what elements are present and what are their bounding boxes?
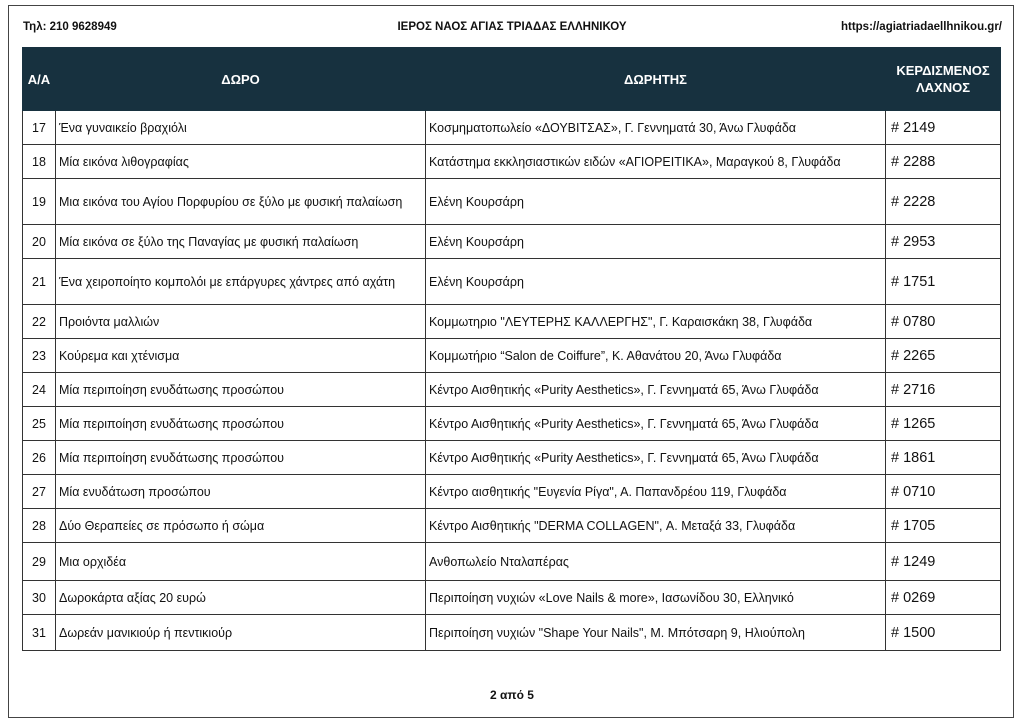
gift-cell: Δωροκάρτα αξίας 20 ευρώ [56, 581, 426, 615]
table-row [23, 111, 1001, 145]
gift-cell: Μία περιποίηση ενυδάτωσης προσώπου [56, 373, 426, 407]
donor-cell: Περιποίηση νυχιών «Love Nails & more», Ιασωνίδου 30, Ελληνικό [426, 581, 886, 615]
gift-cell: Μία ενυδάτωση προσώπου [56, 475, 426, 509]
gift-cell: Ένα χειροποίητο κομπολόι με επάργυρες χάντρες από αχάτη [56, 259, 426, 305]
winning-ticket-cell: # 2288 [886, 145, 1001, 179]
winning-ticket-cell: # 1265 [886, 407, 1001, 441]
winning-ticket-cell: # 1751 [886, 259, 1001, 305]
winning-ticket-cell: # 1861 [886, 441, 1001, 475]
website-url[interactable]: https://agiatriadaellhnikou.gr/ [840, 21, 1002, 33]
gift-cell: Μία εικόνα σε ξύλο της Παναγίας με φυσική παλαίωση [56, 225, 426, 259]
donor-cell: Κατάστημα εκκλησιαστικών ειδών «ΑΓΙΟΡΕΙΤΙΚΑ», Μαραγκού 8, Γλυφάδα [426, 145, 886, 179]
table-row [23, 407, 1001, 441]
winning-ticket-cell: # 2716 [886, 373, 1001, 407]
table-row [23, 441, 1001, 475]
table-row [23, 543, 1001, 581]
table-row [23, 259, 1001, 305]
donor-cell: Περιποίηση νυχιών "Shape Your Nails", Μ. Μπότσαρη 9, Ηλιούπολη [426, 615, 886, 651]
row-number: 25 [23, 407, 56, 441]
table-row [23, 145, 1001, 179]
winning-ticket-cell: # 2953 [886, 225, 1001, 259]
donor-cell: Κέντρο Αισθητικής «Purity Aesthetics», Γ. Γεννηματά 65, Άνω Γλυφάδα [426, 407, 886, 441]
gifts-table [22, 47, 1001, 651]
column-header-gift: ΔΩΡΟ [56, 48, 426, 111]
row-number: 26 [23, 441, 56, 475]
column-header-number: Α/Α [23, 48, 56, 111]
donor-cell: Ελένη Κουρσάρη [426, 179, 886, 225]
donor-cell: Κέντρο Αισθητικής «Purity Aesthetics», Γ. Γεννηματά 65, Άνω Γλυφάδα [426, 441, 886, 475]
row-number: 31 [23, 615, 56, 651]
table-row [23, 475, 1001, 509]
winning-ticket-cell: # 0780 [886, 305, 1001, 339]
column-header-donor: ΔΩΡΗΤΗΣ [426, 48, 886, 111]
gift-cell: Μια ορχιδέα [56, 543, 426, 581]
row-number: 20 [23, 225, 56, 259]
table-row [23, 305, 1001, 339]
donor-cell: Κομμωτήριο “Salon de Coiffure”, Κ. Αθανάτου 20, Άνω Γλυφάδα [426, 339, 886, 373]
winning-ticket-cell: # 1500 [886, 615, 1001, 651]
phone-number: Τηλ: 210 9628949 [23, 21, 117, 33]
table-row [23, 373, 1001, 407]
winning-ticket-cell: # 1249 [886, 543, 1001, 581]
donor-cell: Κέντρο Αισθητικής «Purity Aesthetics», Γ. Γεννηματά 65, Άνω Γλυφάδα [426, 373, 886, 407]
donor-cell: Κέντρο αισθητικής "Ευγενία Ρίγα", Α. Παπανδρέου 119, Γλυφάδα [426, 475, 886, 509]
gift-cell: Μια εικόνα του Αγίου Πορφυρίου σε ξύλο με φυσική παλαίωση [56, 179, 426, 225]
row-number: 24 [23, 373, 56, 407]
row-number: 27 [23, 475, 56, 509]
donor-cell: Ανθοπωλείο Νταλαπέρας [426, 543, 886, 581]
gift-cell: Μία περιποίηση ενυδάτωσης προσώπου [56, 407, 426, 441]
table-header-row [23, 48, 1001, 111]
winning-ticket-cell: # 2149 [886, 111, 1001, 145]
winning-ticket-cell: # 1705 [886, 509, 1001, 543]
row-number: 28 [23, 509, 56, 543]
winning-ticket-cell: # 2228 [886, 179, 1001, 225]
gift-cell: Προιόντα μαλλιών [56, 305, 426, 339]
gift-cell: Μία εικόνα λιθογραφίας [56, 145, 426, 179]
page-title: ΙΕΡΟΣ ΝΑΟΣ ΑΓΙΑΣ ΤΡΙΑΔΑΣ ΕΛΛΗΝΙΚΟΥ [397, 21, 627, 33]
donor-cell: Ελένη Κουρσάρη [426, 259, 886, 305]
gift-cell: Μία περιποίηση ενυδάτωσης προσώπου [56, 441, 426, 475]
table-row [23, 509, 1001, 543]
gift-cell: Δωρεάν μανικιούρ ή πεντικιούρ [56, 615, 426, 651]
winning-ticket-cell: # 0710 [886, 475, 1001, 509]
row-number: 30 [23, 581, 56, 615]
table-row [23, 615, 1001, 651]
donor-cell: Κομμωτηριο "ΛΕΥΤΕΡΗΣ ΚΑΛΛΕΡΓΗΣ", Γ. Καραισκάκη 38, Γλυφάδα [426, 305, 886, 339]
row-number: 23 [23, 339, 56, 373]
page-number: 2 από 5 [490, 688, 534, 702]
table-row [23, 339, 1001, 373]
donor-cell: Κέντρο Αισθητικής "DERMA COLLAGEN", Α. Μεταξά 33, Γλυφάδα [426, 509, 886, 543]
row-number: 17 [23, 111, 56, 145]
row-number: 22 [23, 305, 56, 339]
donor-cell: Κοσμηματοπωλείο «ΔΟΥΒΙΤΣΑΣ», Γ. Γεννηματά 30, Άνω Γλυφάδα [426, 111, 886, 145]
row-number: 29 [23, 543, 56, 581]
row-number: 19 [23, 179, 56, 225]
table-row [23, 225, 1001, 259]
winning-ticket-cell: # 0269 [886, 581, 1001, 615]
gift-cell: Δύο Θεραπείες σε πρόσωπο ή σώμα [56, 509, 426, 543]
donor-cell: Ελένη Κουρσάρη [426, 225, 886, 259]
table-row [23, 581, 1001, 615]
winning-ticket-cell: # 2265 [886, 339, 1001, 373]
column-header-winning-ticket: ΚΕΡΔΙΣΜΕΝΟΣ ΛΑΧΝΟΣ [886, 48, 1001, 111]
gift-cell: Κούρεμα και χτένισμα [56, 339, 426, 373]
gift-cell: Ένα γυναικείο βραχιόλι [56, 111, 426, 145]
row-number: 21 [23, 259, 56, 305]
row-number: 18 [23, 145, 56, 179]
table-row [23, 179, 1001, 225]
